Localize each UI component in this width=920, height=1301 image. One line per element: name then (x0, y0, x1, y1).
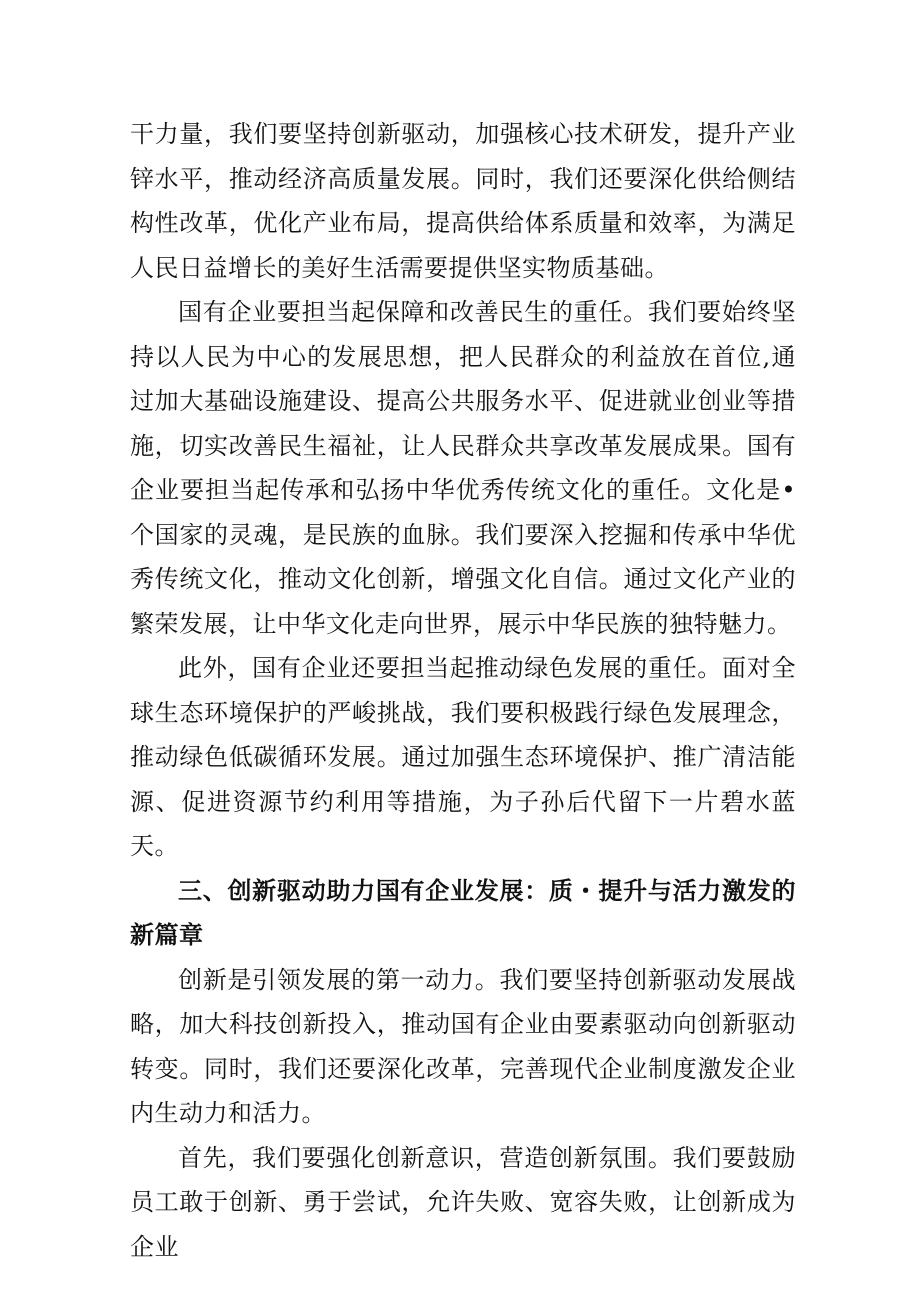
paragraph-innovation-driver: 创新是引领发展的第一动力。我们要坚持创新驱动发展战略，加大科技创新投入，推动国有企业由要素驱动向创新驱动转变。同时，我们还要深化改革，完善现代企业制度激发企业内生动力和活力。 (130, 965, 796, 1127)
paragraph-livelihood-culture: 国有企业要担当起保障和改善民生的重任。我们要始终坚持以人民为中心的发展思想，把人民群众的利益放在首位,通过加大基础设施建设、提高公共服务水平、促进就业创业等措施，切实改善民生福祉，让人民群众共享改革发展成果。国有企业要担当起传承和弘扬中华优秀传统文化的重任。文化是•个国家的灵魂，是民族的血脉。我们要深入挖掘和传承中华优秀传统文化，推动文化创新，增强文化自信。通过文化产业的繁荣发展，让中华文化走向世界，展示中华民族的独特魅力。 (130, 298, 796, 638)
section-heading: 三、创新驱动助力国有企业发展：质・提升与活力激发的新篇章 (130, 876, 796, 949)
paragraph-green-development: 此外，国有企业还要担当起推动绿色发展的重任。面对全球生态环境保护的严峻挑战，我们要积极践行绿色发展理念，推动绿色低碳循环发展。通过加强生态环境保护、推广清洁能源、促进资源节约利用等措施，为子孙后代留下一片碧水蓝天。 (130, 654, 796, 860)
paragraph-continuation: 干力量，我们要坚持创新驱动，加强核心技术研发，提升产业锌水平，推动经济高质量发展。同时，我们还要深化供给侧结构性改革，优化产业布局，提高供给体系质量和效率，为满足人民日益增长的美好生活需要提供坚实物质基础。 (130, 120, 796, 282)
document-body (130, 112, 796, 1269)
paragraph-innovation-awareness: 首先，我们要强化创新意识，营造创新氛围。我们要鼓励员工敢于创新、勇于尝试，允许失败、宽容失败，让创新成为企业 (130, 1143, 796, 1261)
